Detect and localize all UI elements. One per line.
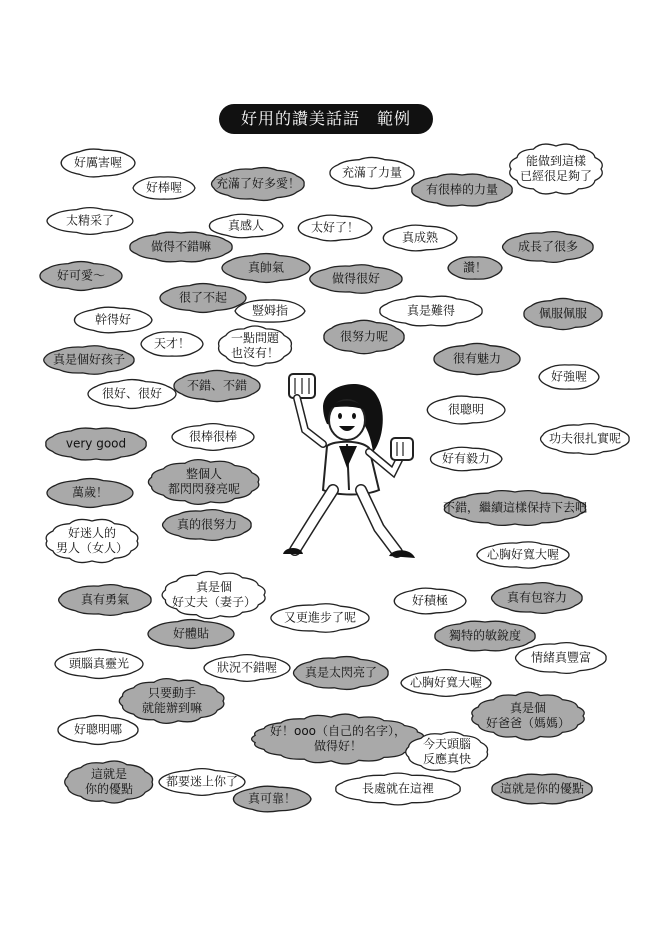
praise-phrase: 成長了很多 (517, 239, 579, 254)
page-title: 好用的讚美話語 範例 (219, 104, 433, 134)
praise-cloud-35 (148, 460, 258, 505)
praise-phrase: 頭腦真靈光 (68, 656, 130, 671)
praise-cloud-17 (160, 284, 246, 313)
praise-phrase: 好！ooo（自己的名字）， 做得好！ (269, 724, 407, 753)
praise-phrase: 真是個 好丈夫（妻子） (171, 580, 257, 609)
praise-phrase: 情緒真豐富 (530, 650, 592, 665)
praise-phrase: 很了不起 (178, 290, 228, 305)
praise-cloud-22 (141, 332, 203, 356)
praise-phrase: 這就是你的優點 (499, 781, 585, 796)
praise-phrase: 有很棒的力量 (425, 182, 499, 197)
praise-phrase: 獨特的敏銳度 (448, 628, 522, 643)
praise-cloud-62 (492, 774, 592, 804)
praise-phrase: 都要迷上你了 (165, 774, 239, 789)
praise-phrase: 真是個 好爸爸（媽媽） (485, 701, 571, 730)
praise-cloud-1 (61, 149, 135, 177)
praise-phrase: 真感人 (227, 218, 265, 233)
praise-cloud-23 (219, 326, 292, 366)
praise-cloud-13 (222, 254, 310, 283)
praise-phrase: 好棒喔 (145, 180, 183, 195)
praise-phrase: 能做到這樣 已經很足夠了 (519, 154, 593, 183)
praise-phrase: 好聰明哪 (73, 722, 123, 737)
praise-cloud-14 (40, 262, 122, 291)
praise-phrase: 又更進步了呢 (283, 610, 357, 625)
praise-phrase: 充滿了好多愛！ (215, 176, 301, 191)
praise-phrase: 真可靠！ (247, 791, 297, 806)
praise-cloud-52 (401, 670, 491, 697)
praise-phrase: 好體貼 (172, 626, 210, 641)
praise-cloud-16 (448, 257, 502, 279)
praise-cloud-33 (541, 424, 630, 455)
praise-phrase: 長處就在這裡 (361, 781, 435, 796)
praise-cloud-3 (212, 168, 305, 201)
praise-cloud-28 (88, 380, 176, 409)
praise-phrase: 好有毅力 (441, 451, 491, 466)
praise-cloud-15 (310, 265, 402, 294)
praise-cloud-38 (46, 519, 138, 562)
praise-cloud-11 (383, 225, 457, 251)
praise-phrase: 很好、很好 (101, 386, 163, 401)
praise-phrase: 充滿了力量 (341, 165, 403, 180)
praise-phrase: 真是個好孩子 (52, 352, 126, 367)
praise-cloud-55 (58, 716, 138, 745)
praise-phrase: 真成熟 (401, 230, 439, 245)
praise-phrase: 做得不錯嘛 (150, 239, 212, 254)
praise-cloud-9 (298, 215, 372, 241)
praise-phrase: 好強喔 (550, 369, 588, 384)
praise-phrase: 整個人 都閃閃發亮呢 (167, 467, 241, 496)
praise-cloud-2 (133, 177, 195, 199)
praise-phrase: 這就是 你的優點 (84, 767, 134, 796)
praise-cloud-42 (59, 585, 151, 616)
praise-cloud-60 (233, 786, 311, 812)
praise-phrase: 真是太閃亮了 (304, 665, 378, 680)
praise-phrase: very good (65, 436, 127, 451)
praise-phrase: 好厲害喔 (73, 155, 123, 170)
praise-phrase: 不錯，繼續這樣保持下去吧 (442, 500, 588, 515)
praise-phrase: 好迷人的 男人（女人） (55, 526, 129, 555)
praise-cloud-34 (430, 447, 502, 470)
praise-cloud-45 (271, 604, 369, 632)
praise-phrase: 太精采了 (65, 213, 115, 228)
praise-phrase: 狀況不錯喔 (216, 660, 278, 675)
praise-cloud-50 (204, 655, 290, 682)
praise-phrase: 好可愛～ (56, 268, 106, 283)
praise-cloud-36 (47, 479, 133, 508)
praise-cloud-43 (394, 588, 466, 614)
praise-cloud-20 (380, 296, 482, 326)
praise-cloud-21 (524, 298, 602, 329)
praise-phrase: 讚！ (462, 260, 488, 275)
praise-phrase: 天才！ (153, 336, 191, 351)
praise-phrase: 心胸好寬大喔 (409, 675, 483, 690)
praise-cloud-19 (74, 307, 152, 333)
praise-cloud-12 (503, 232, 594, 263)
praise-cloud-8 (209, 214, 283, 237)
praise-phrase: 真有勇氣 (80, 592, 130, 607)
praise-phrase: 只要動手 就能辦到嘛 (141, 686, 203, 715)
praise-cloud-41 (162, 572, 265, 619)
praise-phrase: 太好了！ (310, 220, 360, 235)
praise-phrase: 好積極 (411, 593, 449, 608)
praise-cloud-61 (336, 773, 460, 805)
praise-cloud-49 (55, 650, 143, 679)
praise-cloud-47 (435, 621, 535, 651)
praise-cloud-25 (44, 346, 134, 375)
praise-phrase: 真是難得 (406, 303, 456, 318)
praise-cloud-10 (130, 232, 232, 262)
praise-cloud-59 (159, 769, 245, 796)
praise-cloud-7 (47, 208, 133, 235)
praise-phrase: 一點問題 也沒有！ (230, 331, 280, 360)
praise-cloud-27 (539, 365, 599, 389)
praise-phrase: 真帥氣 (247, 260, 285, 275)
praise-cloud-39 (163, 510, 252, 541)
praise-phrase: 真有包容力 (506, 590, 568, 605)
praise-cloud-24 (324, 320, 404, 353)
praise-phrase: 心胸好寬大喔 (486, 547, 560, 562)
praise-phrase: 豎姆指 (251, 303, 289, 318)
praise-cloud-54 (472, 692, 584, 740)
praise-cloud-32 (172, 424, 254, 451)
praise-phrase: 真的很努力 (176, 517, 238, 532)
praise-cloud-31 (46, 428, 146, 460)
praise-phrase: 很有魅力 (452, 351, 502, 366)
praise-phrase: 功夫很扎實呢 (548, 431, 622, 446)
praise-phrase: 很棒很棒 (188, 429, 238, 444)
praise-cloud-51 (294, 657, 389, 690)
praise-cloud-30 (427, 396, 505, 424)
praise-cloud-40 (477, 542, 569, 568)
praise-cloud-26 (434, 343, 520, 374)
praise-cloud-44 (492, 583, 583, 614)
praise-phrase: 幹得好 (94, 312, 132, 327)
praise-cloud-5 (412, 174, 512, 206)
cheering-person-illustration (275, 368, 420, 568)
praise-phrase: 佩服佩服 (538, 306, 588, 321)
praise-cloud-6 (510, 144, 603, 194)
praise-phrase: 做得很好 (331, 271, 381, 286)
praise-cloud-29 (174, 370, 260, 401)
praise-cloud-56 (252, 714, 424, 764)
praise-phrase: 很努力呢 (339, 329, 389, 344)
praise-phrase: 很聰明 (447, 402, 485, 417)
praise-cloud-18 (235, 300, 305, 322)
praise-phrase: 不錯、不錯 (186, 378, 248, 393)
praise-cloud-53 (119, 679, 224, 724)
praise-phrase: 今天頭腦 反應真快 (422, 737, 472, 766)
praise-cloud-46 (148, 620, 234, 649)
praise-cloud-48 (516, 643, 607, 674)
praise-cloud-4 (330, 157, 414, 188)
praise-cloud-37 (442, 491, 588, 526)
praise-cloud-58 (65, 761, 153, 803)
praise-phrase: 萬歲！ (71, 485, 109, 500)
